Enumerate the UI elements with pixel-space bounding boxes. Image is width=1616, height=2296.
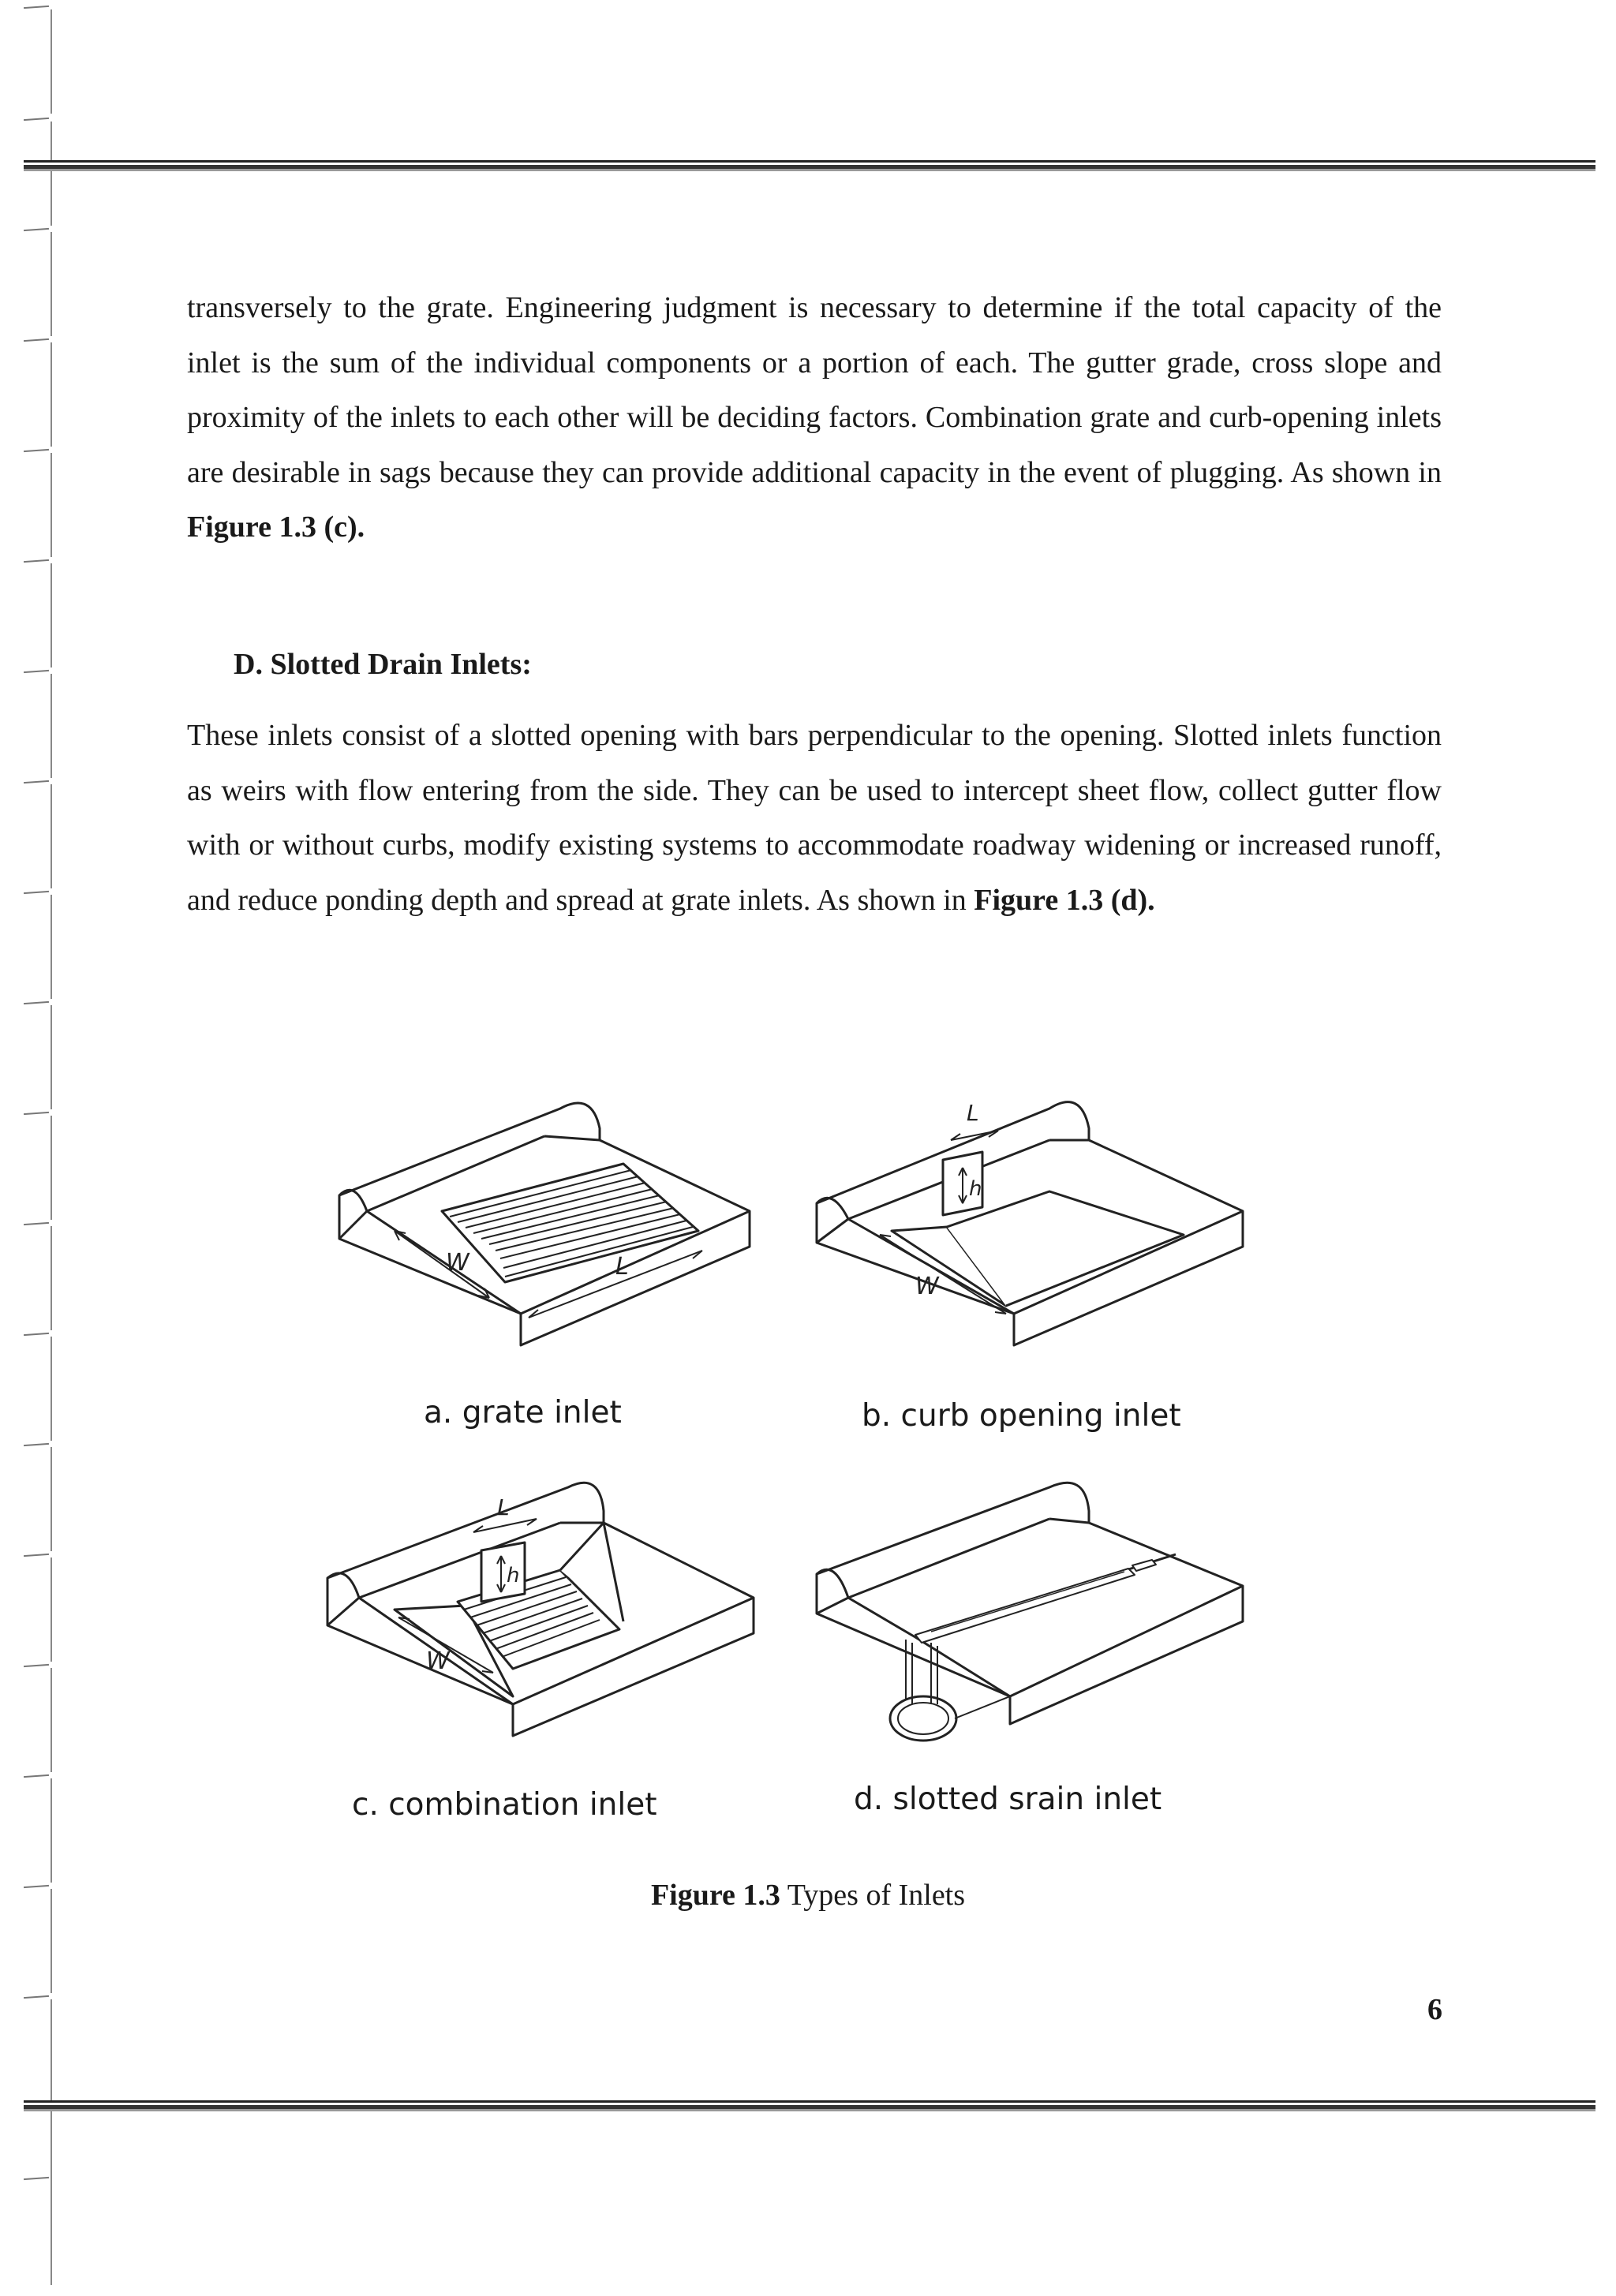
binding-mark (24, 892, 63, 1010)
dimension-label-h: h (969, 1177, 982, 1201)
dimension-label-w: W (915, 1273, 939, 1300)
binding-mark (24, 339, 63, 458)
dimension-label-h: h (507, 1564, 520, 1587)
dimension-label-l: L (497, 1494, 510, 1520)
figure-reference: Figure 1.3 (d). (974, 883, 1155, 917)
binding-mark (24, 560, 63, 679)
subfigure-caption-a: a. grate inlet (424, 1395, 622, 1430)
subfigure-caption-c: c. combination inlet (352, 1787, 657, 1823)
figure-caption: Figure 1.3 Types of Inlets (650, 1879, 966, 1912)
binding-mark (24, 781, 63, 899)
binding-mark (24, 671, 63, 789)
figure-reference: Figure 1.3 (c). (187, 510, 365, 544)
footer-rule (24, 2100, 1595, 2111)
dimension-label-w: W (426, 1647, 450, 1675)
binding-mark (24, 450, 63, 568)
subfigure-caption-d: d. slotted srain inlet (854, 1782, 1162, 1817)
figure-label: Figure 1.3 (650, 1879, 780, 1912)
binding-mark (24, 6, 63, 125)
section-heading: D. Slotted Drain Inlets: (234, 648, 532, 681)
dimension-label-l: L (615, 1253, 629, 1281)
binding-mark (24, 1554, 63, 1673)
dimension-label-w: W (446, 1249, 469, 1277)
header-rule (24, 160, 1595, 171)
binding-mark (24, 1223, 63, 1341)
binding-mark (24, 2178, 63, 2296)
binding-mark (24, 1996, 63, 2115)
binding-mark (24, 1112, 63, 1231)
binding-mark (24, 118, 63, 237)
curb-opening-inlet-illustration (813, 1077, 1255, 1377)
combination-inlet-illustration (324, 1468, 765, 1767)
binding-mark (24, 1002, 63, 1120)
dimension-label-l: L (967, 1100, 979, 1126)
binding-mark (24, 1665, 63, 1783)
binding-mark (24, 1333, 63, 1452)
body-paragraph-2: These inlets consist of a slotted opening with bars perpendicular to the opening. Slotted inlets function as weirs with flow entering from the side. They can be used to intercept sheet flow, collect gutter flow with or without curbs, modify existing systems to accommodate roadway widening or increased runoff, and reduce ponding depth and spread at grate inlets. As shown in Figure 1.3 (d). (187, 719, 1442, 917)
binding-mark (24, 229, 63, 347)
page-number: 6 (1427, 1993, 1442, 2026)
slotted-drain-inlet-illustration (813, 1468, 1255, 1775)
binding-mark (24, 1775, 63, 1894)
body-paragraph-1: transversely to the grate. Engineering judgment is necessary to determine if the total capacity of the inlet is the sum of the individual components or a portion of each. The gutter grade, cross slope and proximity of the inlets to each other will be deciding factors. Combination grate and curb-opening inlets are desirable in sags because they can provide additional capacity in the event of plugging. As shown in Figure 1.3 (c). (187, 291, 1442, 544)
binding-mark (24, 1444, 63, 1562)
grate-inlet-illustration (324, 1085, 765, 1377)
subfigure-caption-b: b. curb opening inlet (862, 1398, 1181, 1434)
